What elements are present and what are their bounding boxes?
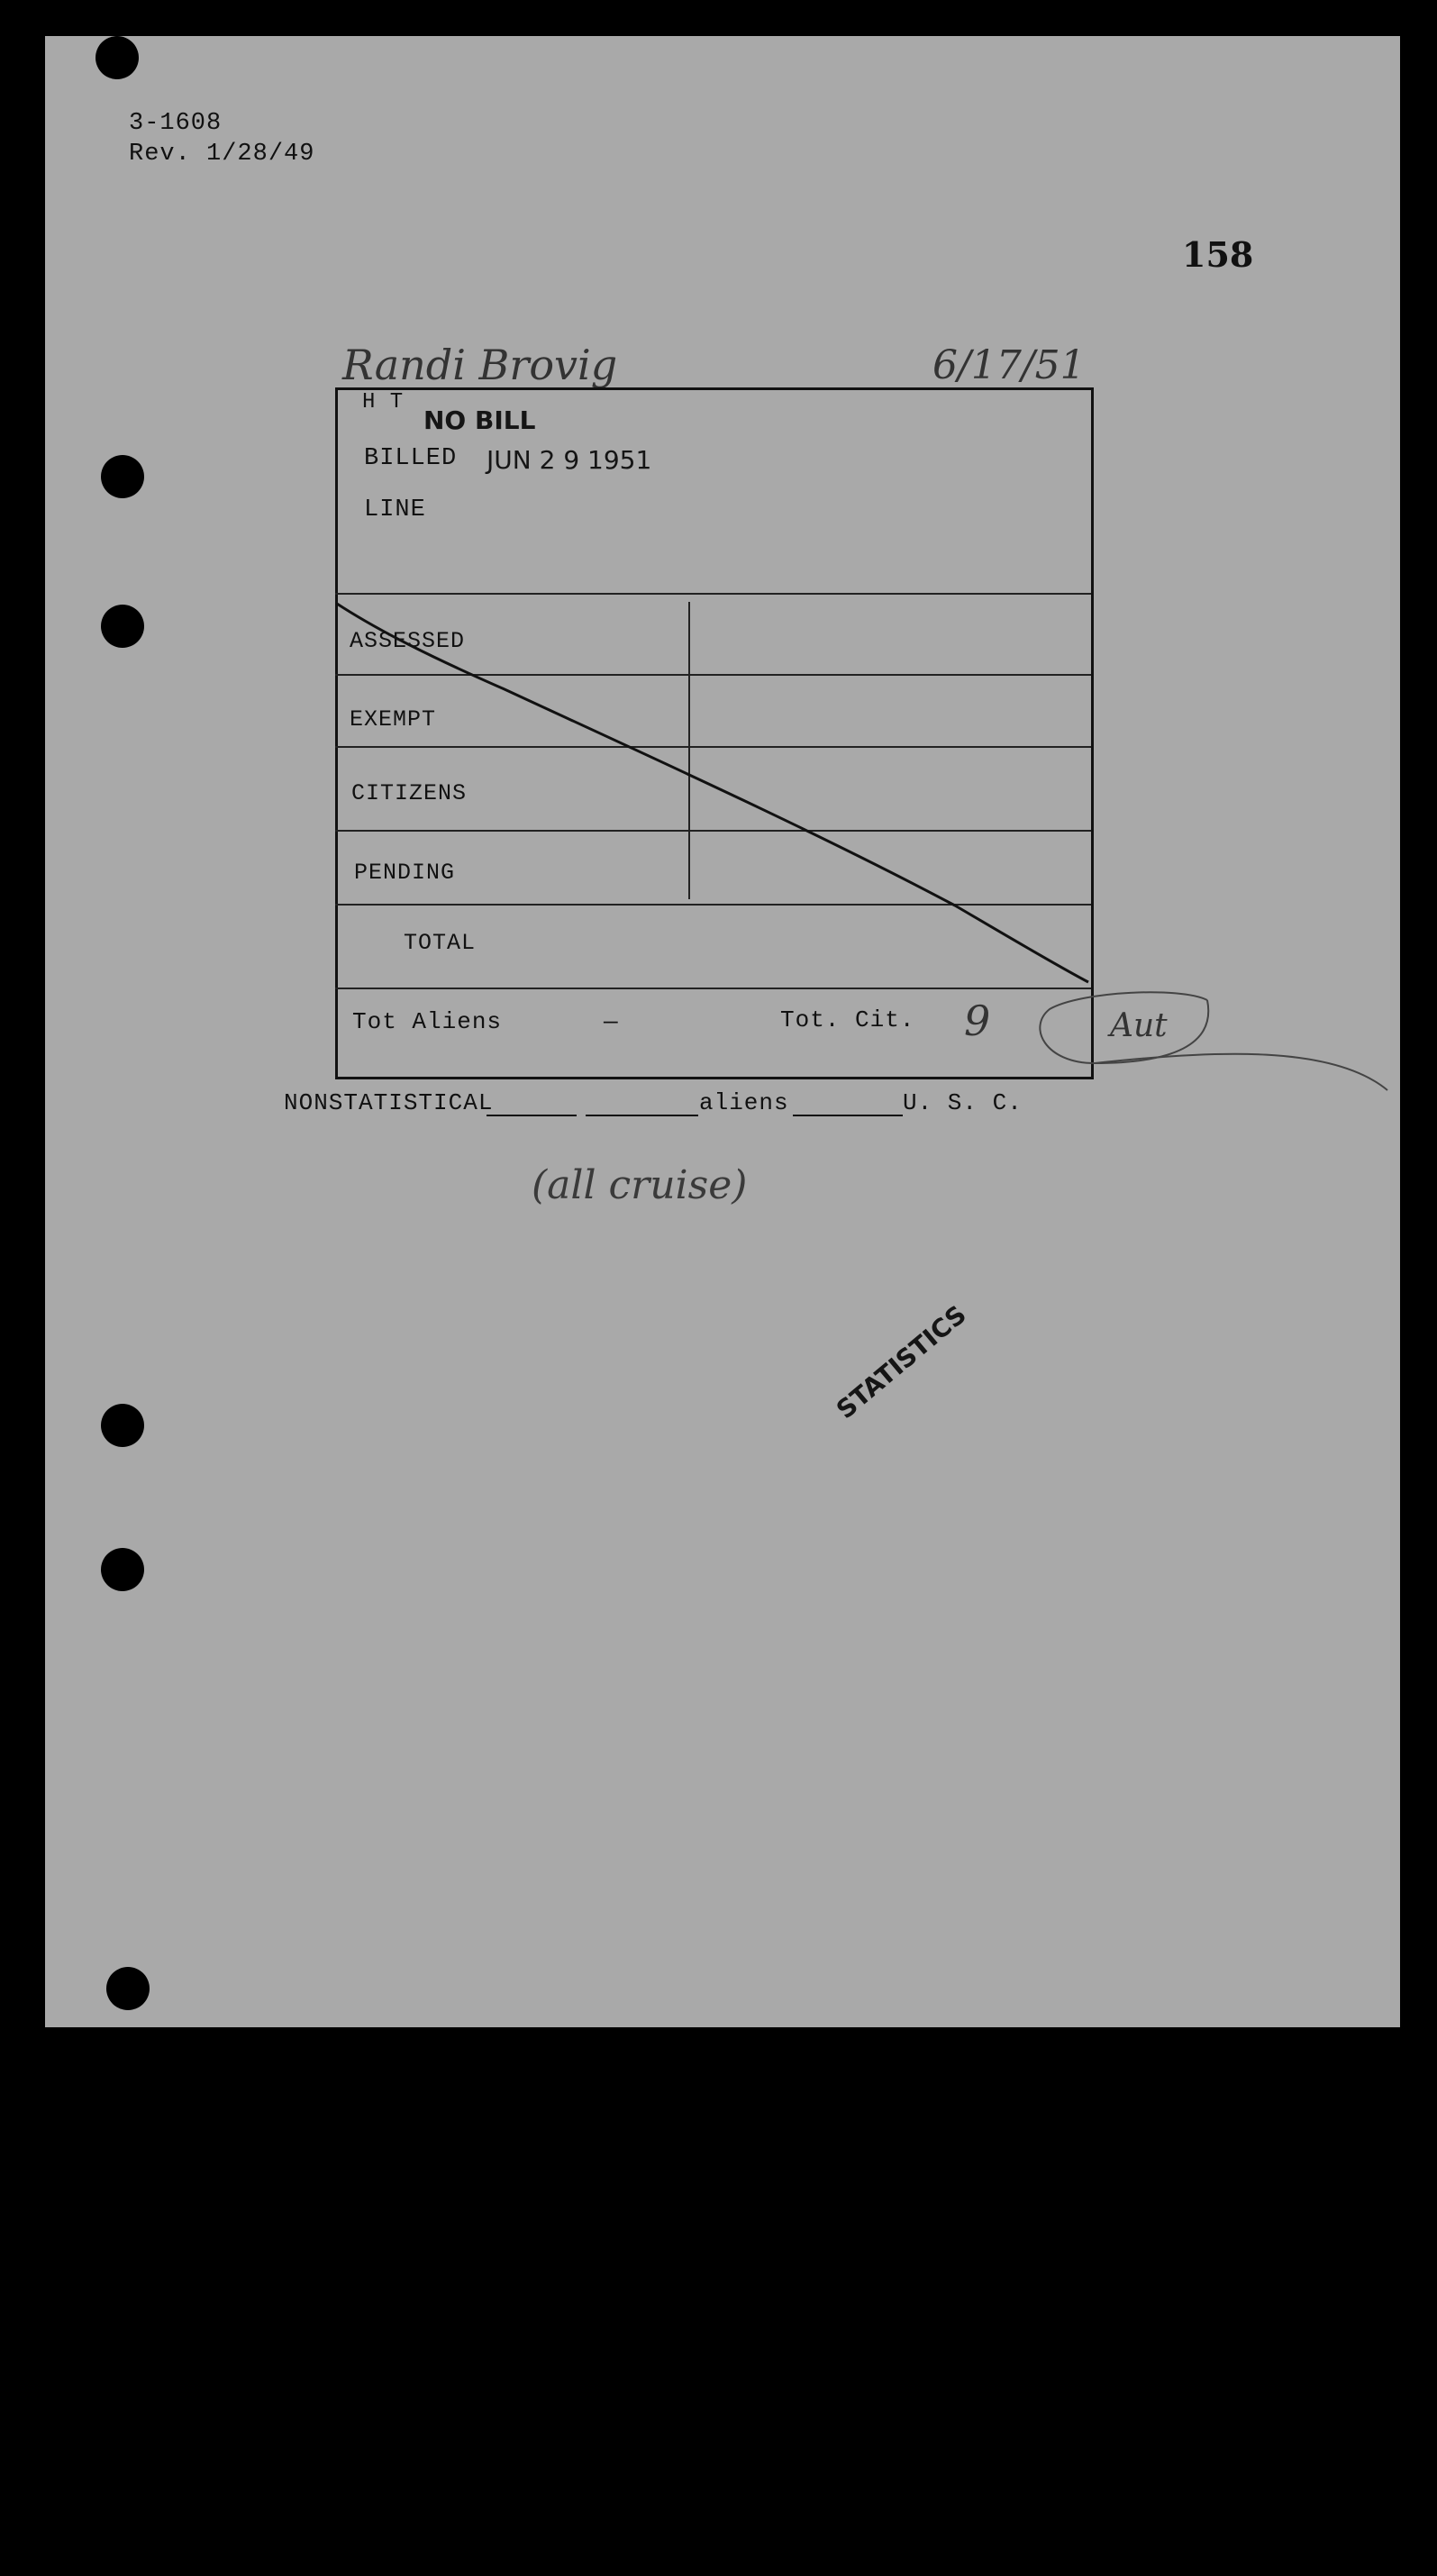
initials-tail — [1095, 1054, 1387, 1090]
tot-aliens-label: Tot Aliens — [352, 1008, 503, 1035]
usc-label: U. S. C. — [903, 1089, 1023, 1116]
row-label-citizens: CITIZENS — [351, 780, 468, 806]
page-number: 158 — [1182, 234, 1254, 275]
form-number: 3-1608 — [129, 110, 223, 137]
handwritten-initials: Aut — [1110, 1007, 1168, 1044]
nonstatistical-blank — [586, 1115, 698, 1116]
tot-cit-label: Tot. Cit. — [780, 1006, 915, 1033]
line-label: LINE — [364, 496, 426, 523]
initials-loop — [1040, 992, 1208, 1063]
no-bill-stamp: NO BILL — [423, 405, 536, 435]
aliens-blank — [793, 1115, 903, 1116]
handwritten-name: Randi Brovig — [342, 341, 618, 389]
handwritten-note: (all cruise) — [532, 1162, 748, 1208]
handwritten-tot-cit-value: 9 — [964, 997, 991, 1045]
strike-through-line — [337, 604, 1088, 982]
ht-label: H T — [362, 390, 405, 414]
aliens-label: aliens — [699, 1089, 789, 1116]
total-label: TOTAL — [404, 930, 477, 956]
row-label-exempt: EXEMPT — [350, 706, 437, 733]
row-label-assessed: ASSESSED — [350, 628, 466, 654]
nonstatistical-blank — [487, 1115, 577, 1116]
nonstatistical-label: NONSTATISTICAL — [284, 1089, 494, 1116]
tot-aliens-value: — — [604, 1008, 619, 1035]
handwritten-date: 6/17/51 — [932, 342, 1086, 388]
statistics-stamp: STATISTICS — [831, 1299, 972, 1425]
row-label-pending: PENDING — [354, 860, 456, 886]
form-revision: Rev. 1/28/49 — [129, 141, 315, 168]
billed-label: BILLED — [364, 445, 458, 472]
billed-date-stamp: JUN 2 9 1951 — [487, 445, 652, 475]
